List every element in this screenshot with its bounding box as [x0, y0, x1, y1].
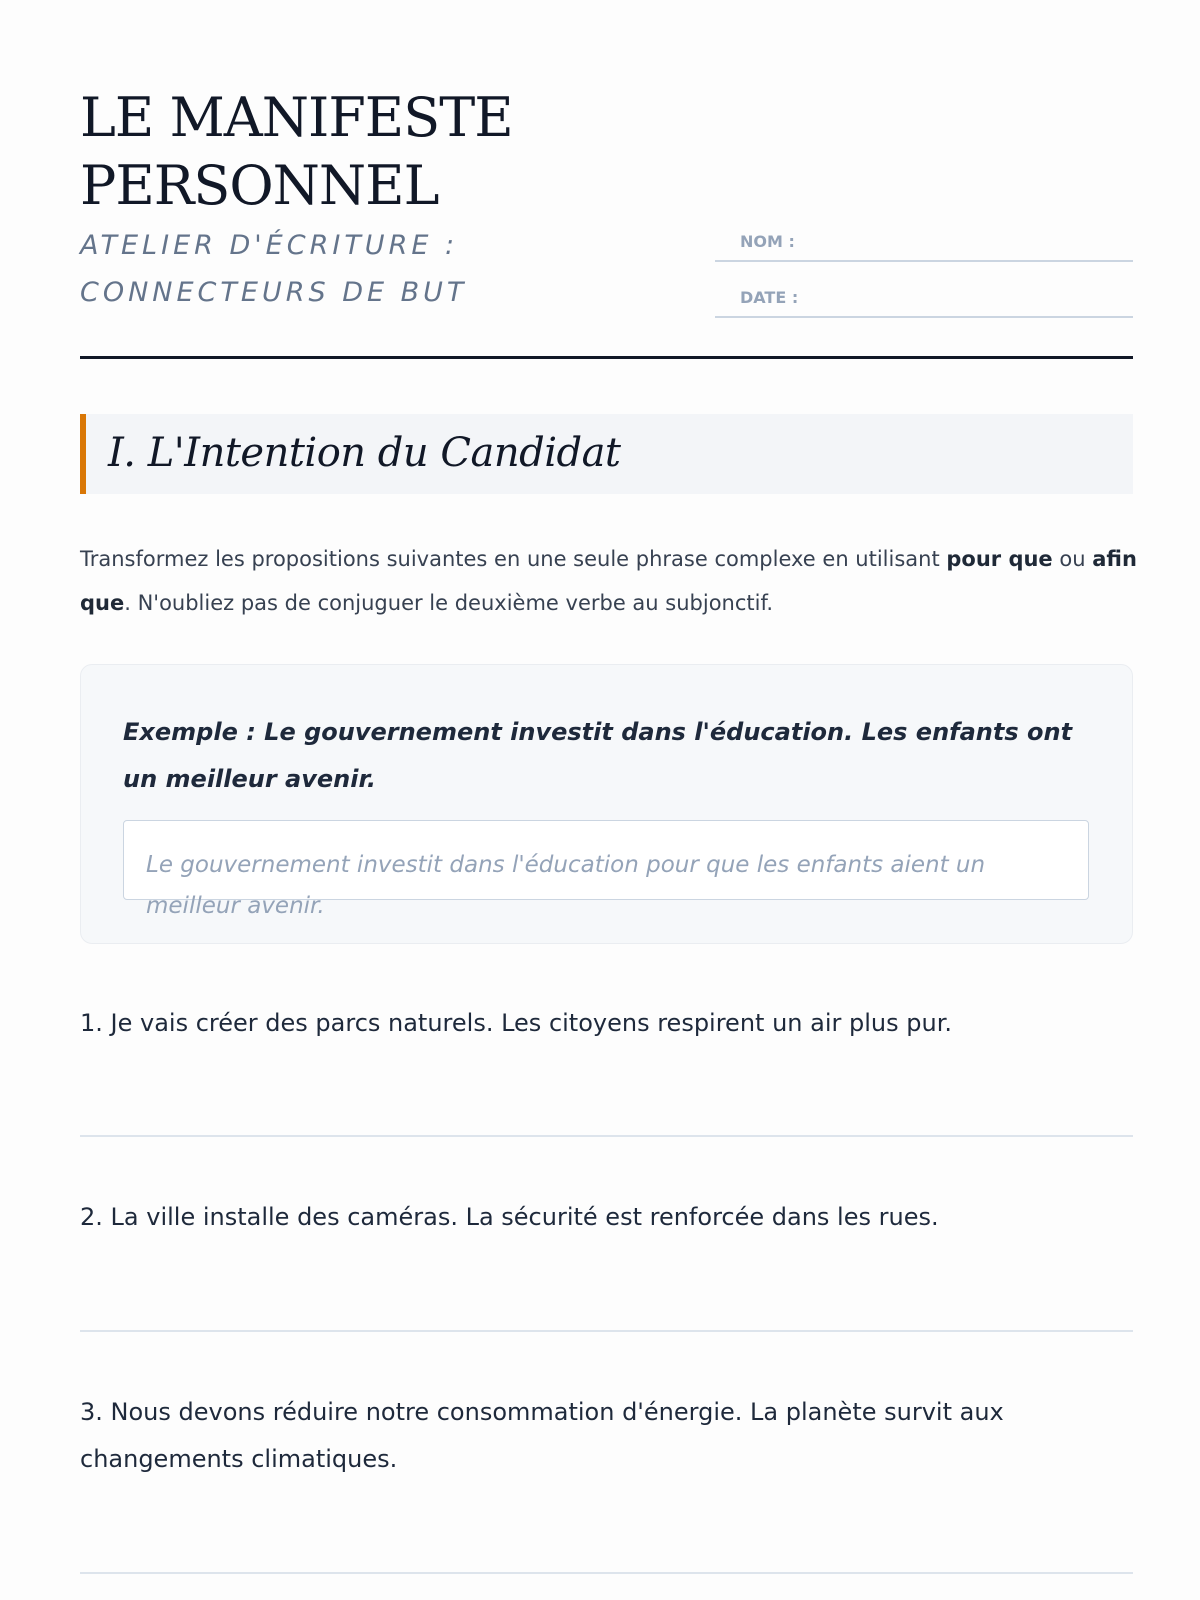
instructions-part-2: ou [1052, 547, 1093, 571]
question-2: 2. La ville installe des caméras. La sécurité est renforcée dans les rues. [80, 1203, 939, 1231]
instructions [80, 537, 1140, 625]
answer-line-1[interactable] [80, 1135, 1133, 1137]
date-label: DATE : [740, 288, 799, 307]
example-answer-box [123, 820, 1089, 919]
example-text: Exemple : Le gouvernement investit dans l'éducation. Les enfants ont un meilleur avenir. [123, 718, 1073, 793]
title-line-2: PERSONNEL [80, 154, 439, 217]
section-title: I. L'Intention du Candidat [108, 430, 621, 476]
section-header [80, 414, 1133, 494]
date-field[interactable] [715, 278, 1133, 318]
page-subtitle: ATELIER D'ÉCRITURE : CONNECTEURS DE BUT [80, 230, 468, 308]
answer-line-3[interactable] [80, 1572, 1133, 1574]
answer-line-2[interactable] [80, 1330, 1133, 1332]
name-label: NOM : [740, 232, 795, 251]
instructions-part-3: . N'oubliez pas de conjuguer le deuxième verbe au subjonctif. [124, 591, 774, 615]
instructions-part-1: Transformez les propositions suivantes en une seule phrase complexe en utilisant [80, 547, 947, 571]
connector-afin-que: afin que [80, 547, 1137, 615]
question-3: 3. Nous devons réduire notre consommation d'énergie. La planète survit aux changements climatiques. [80, 1398, 1004, 1473]
connector-pour-que: pour que [946, 547, 1053, 571]
question-1: 1. Je vais créer des parcs naturels. Les citoyens respirent un air plus pur. [80, 1009, 952, 1037]
page-title [80, 84, 513, 220]
header-divider [80, 356, 1133, 359]
name-field[interactable] [715, 222, 1133, 262]
example-answer: Le gouvernement investit dans l'éducation pour que les enfants aient un meilleur avenir. [146, 852, 986, 919]
title-line-1: LE MANIFESTE [80, 86, 513, 149]
